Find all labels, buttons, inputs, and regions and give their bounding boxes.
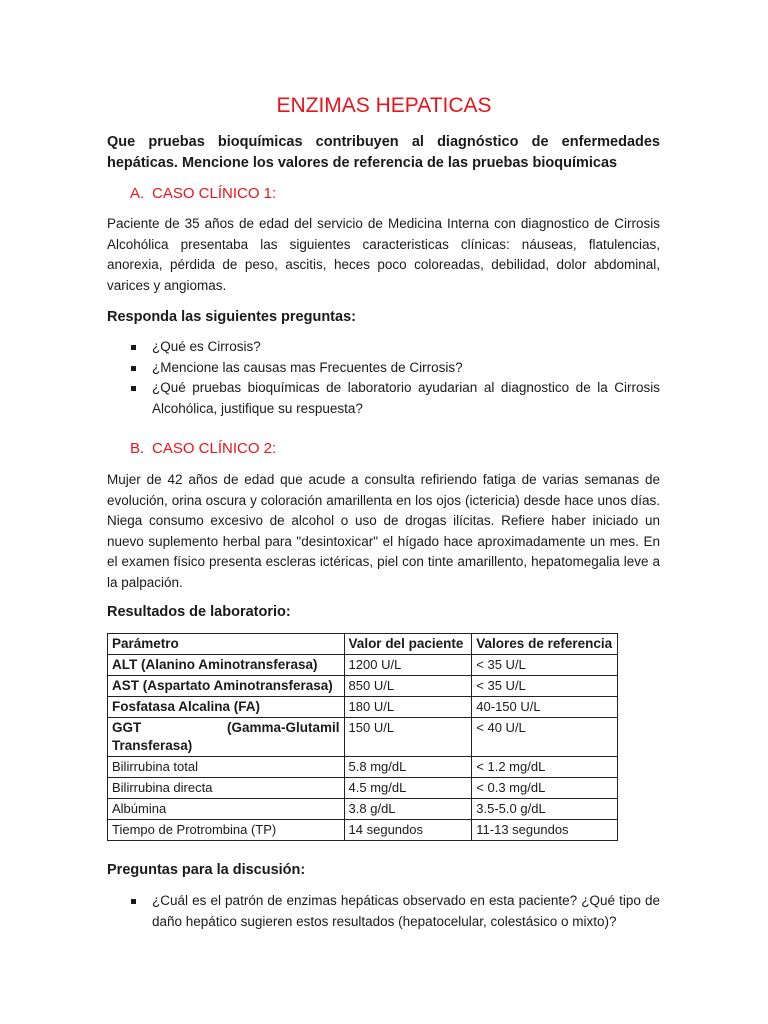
case1-title: CASO CLÍNICO 1: (152, 185, 277, 202)
table-cell: 11-13 segundos (472, 820, 618, 841)
intro-question: Que pruebas bioquímicas contribuyen al diagnóstico de enfermedades hepáticas. Mencione los valores de referencia de las pruebas bioquímicas (107, 134, 660, 171)
case2-title: CASO CLÍNICO 2: (152, 440, 277, 457)
bullet-icon (131, 366, 136, 371)
case1-question-list (107, 337, 660, 419)
case1-questions-heading: Responda las siguientes preguntas: (107, 309, 356, 325)
table-cell: 3.8 g/dL (344, 799, 472, 820)
table-cell: < 1.2 mg/dL (472, 757, 618, 778)
table-cell: 150 U/L (344, 718, 472, 757)
case2-paragraph: Mujer de 42 años de edad que acude a consulta refiriendo fatiga de varias semanas de evolución, orina oscura y coloración amarillenta en los ojos (ictericia) desde hace unos días. Niega consumo excesivo de alcohol o uso de drogas ilícitas. Refiere haber iniciado un nuevo suplemento herbal para "desintoxicar" el hígado hace aproximadamente un mes. En el examen físico presenta escleras ictéricas, piel con tinte amarillento, hepatomegalia leve a la palpación. (107, 472, 660, 590)
table-cell: 850 U/L (344, 676, 472, 697)
bullet-icon (131, 899, 136, 904)
table-cell: 5.8 mg/dL (344, 757, 472, 778)
table-row (108, 655, 618, 676)
case1-heading (130, 184, 276, 204)
question-text: ¿Qué pruebas bioquímicas de laboratorio ayudarian al diagnostico de la Cirrosis Alcohólica, justifique su respuesta? (152, 380, 660, 416)
table-row (108, 778, 618, 799)
case1-paragraph: Paciente de 35 años de edad del servicio de Medicina Interna con diagnostico de Cirrosis Alcohólica presentaba las siguientes caracteristicas clínicas: náuseas, flatulencias, anorexia, pérdida de peso, ascitis, heces poco coloreadas, debilidad, dolor abdominal, varices y angiomas. (107, 216, 660, 293)
list-item (107, 891, 660, 932)
table-row (108, 799, 618, 820)
table-cell: < 40 U/L (472, 718, 618, 757)
case2-heading (130, 439, 276, 459)
page-title: ENZIMAS HEPATICAS (276, 94, 492, 117)
table-row (108, 718, 618, 757)
table-row (108, 820, 618, 841)
table-cell: 14 segundos (344, 820, 472, 841)
table-cell: ALT (Alanino Aminotransferasa) (108, 655, 345, 676)
table-row (108, 697, 618, 718)
case1-letter: A. (130, 185, 145, 202)
question-text: ¿Cuál es el patrón de enzimas hepáticas observado en esta paciente? ¿Qué tipo de daño hepático sugieren estos resultados (hepatocelular, colestásico o mixto)? (152, 893, 660, 929)
table-cell: 180 U/L (344, 697, 472, 718)
column-header: Valores de referencia (472, 634, 618, 655)
table-cell: 1200 U/L (344, 655, 472, 676)
list-item (107, 378, 660, 419)
column-header: Valor del paciente (344, 634, 472, 655)
bullet-icon (131, 386, 136, 391)
question-text: ¿Qué es Cirrosis? (152, 339, 261, 354)
discussion-question-list (107, 891, 660, 932)
column-header: Parámetro (108, 634, 345, 655)
table-cell: Fosfatasa Alcalina (FA) (108, 697, 345, 718)
table-row (108, 676, 618, 697)
table-cell: < 35 U/L (472, 676, 618, 697)
case2-letter: B. (130, 440, 145, 457)
table-cell: 3.5-5.0 g/dL (472, 799, 618, 820)
discussion-heading: Preguntas para la discusión: (107, 862, 306, 878)
table-row (108, 757, 618, 778)
table-cell: Bilirrubina directa (108, 778, 345, 799)
table-cell: 40-150 U/L (472, 697, 618, 718)
table-cell: AST (Aspartato Aminotransferasa) (108, 676, 345, 697)
table-cell: Tiempo de Protrombina (TP) (108, 820, 345, 841)
lab-results-heading: Resultados de laboratorio: (107, 604, 291, 620)
table-cell: 4.5 mg/dL (344, 778, 472, 799)
question-text: ¿Mencione las causas mas Frecuentes de Cirrosis? (152, 359, 463, 375)
table-header-row (108, 634, 618, 655)
table-cell: < 35 U/L (472, 655, 618, 676)
list-item (107, 358, 660, 379)
table-cell: Albúmina (108, 799, 345, 820)
table-cell: Bilirrubina total (108, 757, 345, 778)
table-cell: < 0.3 mg/dL (472, 778, 618, 799)
bullet-icon (131, 345, 136, 350)
table-cell: GGT (Gamma-Glutamil Transferasa) (108, 718, 345, 757)
list-item (107, 337, 660, 358)
lab-results-table (107, 633, 618, 841)
